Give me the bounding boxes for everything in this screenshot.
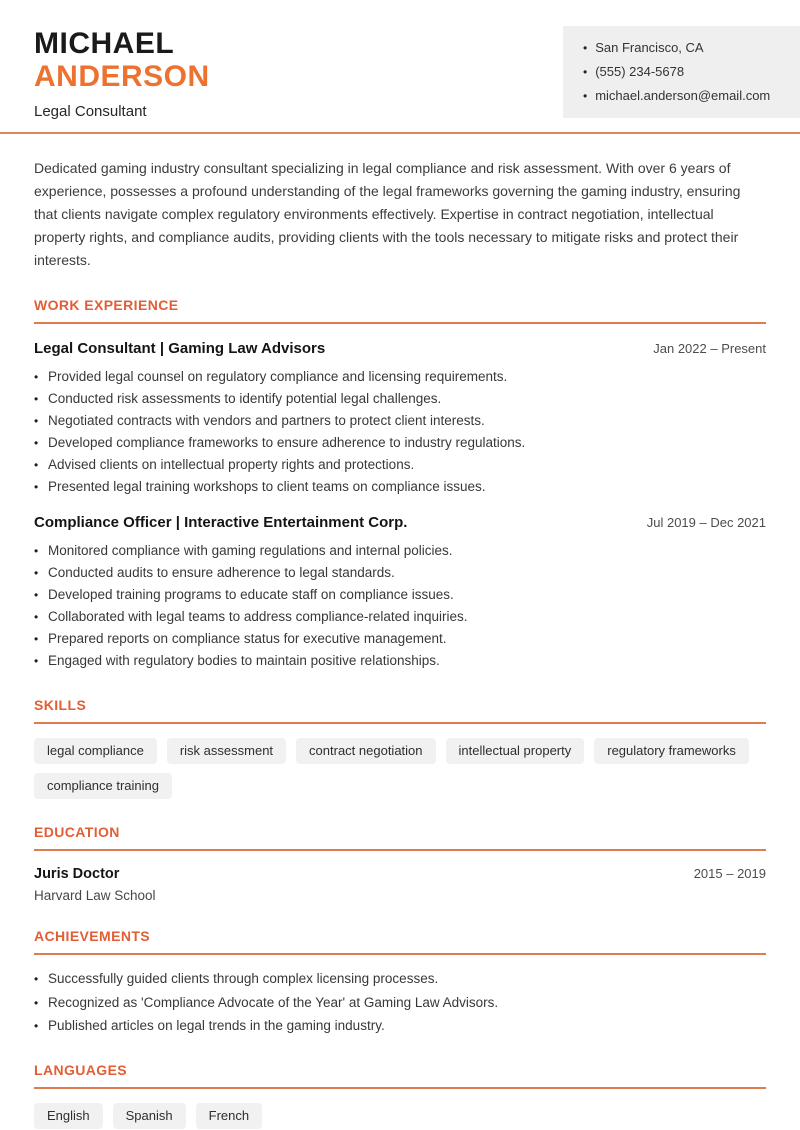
job-header bbox=[34, 340, 766, 357]
job-dates: Jul 2019 – Dec 2021 bbox=[646, 515, 766, 530]
skills-section bbox=[34, 697, 766, 799]
bullet-icon: • bbox=[34, 972, 39, 986]
bullet-text: Collaborated with legal teams to address compliance-related inquiries. bbox=[48, 609, 468, 624]
language-tag: French bbox=[196, 1103, 262, 1129]
education-dates: 2015 – 2019 bbox=[693, 866, 766, 881]
work-experience-section bbox=[34, 297, 766, 672]
bullet-text: Developed compliance frameworks to ensure adherence to industry regulations. bbox=[48, 435, 526, 450]
header-divider bbox=[0, 132, 800, 134]
job-entry bbox=[34, 340, 766, 498]
name-first-line: MICHAEL bbox=[34, 27, 175, 60]
bullet-icon: • bbox=[34, 544, 39, 558]
bullet-text: Developed training programs to educate staff on compliance issues. bbox=[48, 587, 454, 602]
skill-tag: contract negotiation bbox=[296, 738, 435, 764]
bullet-icon: • bbox=[583, 41, 588, 55]
list-item bbox=[34, 1015, 766, 1037]
resume-header bbox=[0, 0, 800, 134]
list-item bbox=[34, 454, 766, 476]
job-bullet-list bbox=[34, 366, 766, 498]
bullet-icon: • bbox=[34, 654, 39, 668]
bullet-text: Conducted audits to ensure adherence to legal standards. bbox=[48, 565, 395, 580]
list-item bbox=[34, 650, 766, 672]
contact-location-text: San Francisco, CA bbox=[595, 40, 704, 55]
list-item bbox=[34, 562, 766, 584]
summary-text: Dedicated gaming industry consultant specializing in legal compliance and risk assessment. With over 6 years of experience, possesses a profound understanding of the legal frameworks governing the gaming industry, ensuring that clients navigate complex regulatory environments effectively. Expertise in contract negotiation, intellectual property rights, and compliance audits, providing clients with the tools necessary to mitigate risks and protect their interests. bbox=[34, 160, 741, 268]
job-title: Compliance Officer | Interactive Entertainment Corp. bbox=[34, 514, 408, 531]
list-item bbox=[34, 606, 766, 628]
bullet-text: Prepared reports on compliance status for executive management. bbox=[48, 631, 447, 646]
contact-item-phone bbox=[583, 64, 784, 80]
bullet-icon: • bbox=[34, 566, 39, 580]
job-bullet-list bbox=[34, 540, 766, 672]
person-title: Legal Consultant bbox=[34, 103, 147, 120]
bullet-text: Engaged with regulatory bodies to maintain positive relationships. bbox=[48, 653, 440, 668]
contact-item-location bbox=[583, 40, 784, 56]
bullet-text: Published articles on legal trends in the gaming industry. bbox=[48, 1018, 385, 1033]
bullet-icon: • bbox=[34, 588, 39, 602]
languages-tag-list bbox=[34, 1103, 766, 1129]
bullet-icon: • bbox=[34, 414, 39, 428]
bullet-icon: • bbox=[34, 436, 39, 450]
school-name: Harvard Law School bbox=[34, 888, 156, 903]
contact-email-text: michael.anderson@email.com bbox=[595, 88, 771, 103]
skills-tag-list bbox=[34, 738, 766, 799]
bullet-icon: • bbox=[34, 392, 39, 406]
list-item bbox=[34, 432, 766, 454]
list-item bbox=[34, 584, 766, 606]
bullet-text: Successfully guided clients through complex licensing processes. bbox=[48, 971, 439, 986]
contact-phone-text: (555) 234-5678 bbox=[595, 64, 685, 79]
list-item bbox=[34, 968, 766, 990]
job-title: Legal Consultant | Gaming Law Advisors bbox=[34, 340, 326, 357]
education-section bbox=[34, 824, 766, 903]
achievements-heading: ACHIEVEMENTS bbox=[34, 928, 766, 955]
bullet-icon: • bbox=[34, 370, 39, 384]
bullet-text: Monitored compliance with gaming regulations and internal policies. bbox=[48, 543, 453, 558]
list-item bbox=[34, 540, 766, 562]
bullet-icon: • bbox=[583, 65, 588, 79]
achievements-list bbox=[34, 968, 766, 1037]
education-heading: EDUCATION bbox=[34, 824, 766, 851]
skill-tag: legal compliance bbox=[34, 738, 157, 764]
bullet-icon: • bbox=[34, 995, 39, 1010]
language-tag: Spanish bbox=[113, 1103, 186, 1129]
list-item bbox=[34, 476, 766, 498]
bullet-icon: • bbox=[583, 89, 588, 103]
degree-name: Juris Doctor bbox=[34, 866, 120, 882]
list-item bbox=[34, 366, 766, 388]
skills-heading: SKILLS bbox=[34, 697, 766, 724]
bullet-text: Advised clients on intellectual property rights and protections. bbox=[48, 457, 415, 472]
contact-item-email bbox=[583, 88, 784, 104]
list-item bbox=[34, 410, 766, 432]
list-item bbox=[34, 388, 766, 410]
list-item bbox=[34, 628, 766, 650]
bullet-text: Negotiated contracts with vendors and partners to protect client interests. bbox=[48, 413, 485, 428]
work-experience-heading: WORK EXPERIENCE bbox=[34, 297, 766, 324]
languages-heading: LANGUAGES bbox=[34, 1062, 766, 1089]
bullet-icon: • bbox=[34, 632, 39, 646]
bullet-text: Recognized as 'Compliance Advocate of the Year' at Gaming Law Advisors. bbox=[48, 994, 499, 1010]
name-last-line: ANDERSON bbox=[34, 60, 210, 93]
contact-card bbox=[563, 26, 800, 118]
skill-tag: compliance training bbox=[34, 773, 172, 799]
bullet-icon: • bbox=[34, 1019, 39, 1033]
language-tag: English bbox=[34, 1103, 103, 1129]
bullet-text: Conducted risk assessments to identify potential legal challenges. bbox=[48, 391, 442, 406]
skill-tag: regulatory frameworks bbox=[594, 738, 749, 764]
job-header bbox=[34, 514, 766, 531]
job-dates: Jan 2022 – Present bbox=[653, 341, 766, 356]
languages-section bbox=[34, 1062, 766, 1129]
bullet-text: Provided legal counsel on regulatory compliance and licensing requirements. bbox=[48, 369, 508, 384]
job-entry bbox=[34, 514, 766, 672]
skill-tag: intellectual property bbox=[446, 738, 585, 764]
resume-body bbox=[0, 157, 800, 1129]
bullet-icon: • bbox=[34, 610, 39, 624]
bullet-icon: • bbox=[34, 458, 39, 472]
skill-tag: risk assessment bbox=[167, 738, 286, 764]
list-item bbox=[34, 992, 766, 1014]
education-entry bbox=[34, 866, 766, 882]
bullet-icon: • bbox=[34, 480, 39, 494]
achievements-section bbox=[34, 928, 766, 1037]
bullet-text: Presented legal training workshops to client teams on compliance issues. bbox=[48, 479, 486, 494]
